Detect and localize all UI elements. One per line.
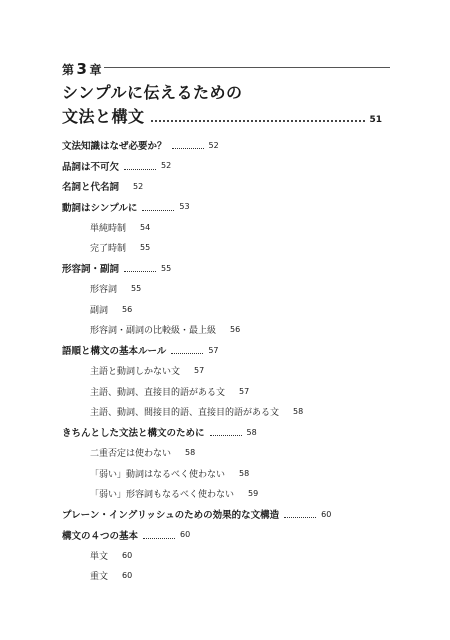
toc-entry-page: 52: [161, 161, 172, 171]
toc-entry-title: 構文の４つの基本: [62, 530, 139, 542]
toc-entry-page: 57: [239, 386, 250, 396]
toc-entry: [62, 525, 392, 546]
toc-entry-title: きちんとした文法と構文のために: [62, 428, 205, 440]
toc-entry-page: 55: [140, 243, 151, 253]
toc-entry-title: 品詞は不可欠: [62, 161, 120, 173]
leader-dots: [284, 516, 316, 518]
leader-dots: [142, 209, 174, 211]
toc-entry: [62, 566, 392, 587]
toc-entry-title: 形容詞: [90, 285, 118, 296]
toc-entry-title: プレーン・イングリッシュのための効果的な文構造: [62, 510, 280, 522]
toc-entry-title: 「弱い」動詞はなるべく使わない: [90, 469, 226, 480]
toc-entry: [62, 176, 392, 197]
toc-entry: [62, 238, 392, 259]
chapter-label: [62, 60, 102, 78]
toc-entry: [62, 463, 392, 484]
toc-entry-title: 二重否定は使わない: [90, 449, 172, 460]
toc-entry-title: 副詞: [90, 305, 109, 316]
toc-entry: [62, 258, 392, 279]
toc-entry-page: 57: [208, 345, 219, 355]
toc-entry-title: 単純時制: [90, 223, 127, 234]
toc-entry-page: 60: [180, 530, 191, 540]
toc-entry-title: 完了時制: [90, 244, 127, 255]
chapter-title-line2: 文法と構文: [62, 107, 145, 126]
toc-entry-page: 58: [185, 448, 196, 458]
toc-entry-page: 60: [122, 550, 133, 560]
toc-entry-title: 主語、動詞、直接目的語がある文: [90, 387, 226, 398]
toc-entry: [62, 504, 392, 525]
toc-entry: [62, 156, 392, 177]
toc-entry-title: 主語と動詞しかない文: [90, 367, 181, 378]
chapter-title-line1: シンプルに伝えるための: [62, 83, 243, 102]
leader-dots: [151, 119, 366, 122]
chapter-title-row: [62, 104, 382, 127]
toc-entry: [62, 279, 392, 300]
toc-entry-page: 55: [131, 284, 142, 294]
toc-entry-page: 59: [248, 489, 259, 499]
toc-entry-title: 重文: [90, 572, 109, 583]
toc-entry-page: 56: [122, 304, 133, 314]
toc-entry-page: 54: [140, 222, 151, 232]
toc-entry-page: 53: [179, 202, 190, 212]
toc-entry-title: 文法知識はなぜ必要か？: [62, 141, 167, 153]
leader-dots: [210, 434, 242, 436]
toc-entry-page: 58: [246, 427, 257, 437]
chapter-rule: [104, 67, 390, 68]
toc-entry-page: 57: [194, 366, 205, 376]
toc-entry: [62, 217, 392, 238]
leader-dots: [124, 168, 156, 170]
toc-entry-title: 形容詞・副詞の比較級・最上級: [90, 326, 217, 337]
leader-dots: [171, 352, 203, 354]
toc-entry: [62, 545, 392, 566]
toc-entry-title: 単文: [90, 551, 109, 562]
toc-entry: [62, 361, 392, 382]
leader-dots: [124, 270, 156, 272]
toc-entry-title: 主語、動詞、間接目的語、直接目的語がある文: [90, 408, 280, 419]
toc-entry-title: 「弱い」形容詞もなるべく使わない: [90, 490, 235, 501]
toc-entry-title: 動詞はシンプルに: [62, 202, 138, 214]
toc-entry: [62, 320, 392, 341]
toc-entry-page: 58: [239, 468, 250, 478]
toc-entry: [62, 299, 392, 320]
chapter-number: 3: [76, 60, 88, 78]
toc-entry: [62, 402, 392, 423]
toc-entry-title: 形容詞・副詞: [62, 264, 120, 276]
toc-entry: [62, 422, 392, 443]
chapter-prefix: 第: [62, 63, 75, 77]
toc-entry-page: 56: [230, 325, 241, 335]
toc-entry: [62, 135, 392, 156]
chapter-page-number: 51: [369, 115, 382, 125]
toc-entry-page: 55: [161, 263, 172, 273]
toc-entry: [62, 484, 392, 505]
toc-entry-title: 名詞と代名詞: [62, 182, 120, 194]
toc-entry: [62, 381, 392, 402]
toc-list: [62, 135, 392, 586]
toc-entry-page: 52: [133, 181, 144, 191]
toc-entry: [62, 340, 392, 361]
leader-dots: [143, 537, 175, 539]
toc-entry-page: 58: [293, 407, 304, 417]
toc-entry-title: 語順と構文の基本ルール: [62, 346, 167, 358]
leader-dots: [172, 147, 204, 149]
toc-entry-page: 60: [321, 509, 332, 519]
toc-entry-page: 60: [122, 571, 133, 581]
toc-entry: [62, 443, 392, 464]
chapter-suffix: 章: [89, 63, 102, 77]
toc-entry: [62, 197, 392, 218]
toc-entry-page: 52: [208, 140, 219, 150]
